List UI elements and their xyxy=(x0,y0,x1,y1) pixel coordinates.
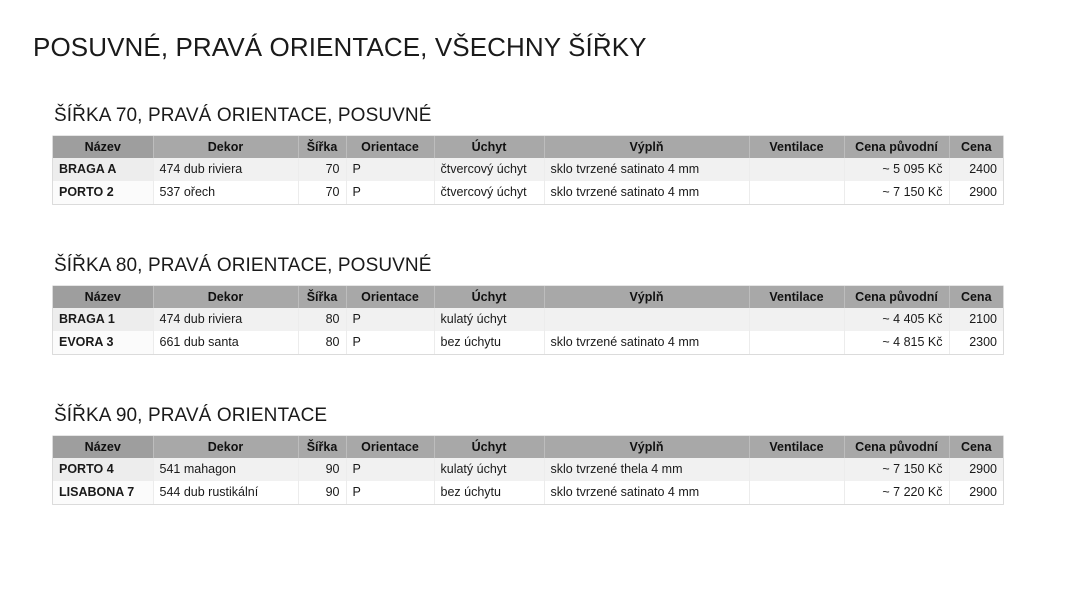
column-header-nazev[interactable]: Název xyxy=(53,286,153,308)
table-container xyxy=(52,436,1004,505)
cell-nazev: PORTO 4 xyxy=(53,458,153,481)
table-container xyxy=(52,136,1004,205)
column-header-uchyt[interactable]: Úchyt xyxy=(434,136,544,158)
table-row xyxy=(53,481,1003,504)
cell-sirka: 70 xyxy=(298,181,346,204)
cell-ventilace xyxy=(749,181,844,204)
table-row xyxy=(53,458,1003,481)
cell-cena: 2300 xyxy=(949,331,1003,354)
cell-vypln: sklo tvrzené satinato 4 mm xyxy=(544,181,749,204)
table-header-row xyxy=(53,286,1003,308)
cell-cena-puvodni: ~ 4 405 Kč xyxy=(844,308,949,331)
cell-ventilace xyxy=(749,458,844,481)
column-header-ventilace[interactable]: Ventilace xyxy=(749,436,844,458)
cell-ventilace xyxy=(749,158,844,181)
cell-nazev: PORTO 2 xyxy=(53,181,153,204)
cell-uchyt: čtvercový úchyt xyxy=(434,158,544,181)
cell-vypln: sklo tvrzené satinato 4 mm xyxy=(544,331,749,354)
cell-ventilace xyxy=(749,331,844,354)
column-header-dekor[interactable]: Dekor xyxy=(153,436,298,458)
cell-cena: 2400 xyxy=(949,158,1003,181)
cell-orientace: P xyxy=(346,158,434,181)
cell-cena: 2100 xyxy=(949,308,1003,331)
column-header-cena[interactable]: Cena xyxy=(949,136,1003,158)
cell-sirka: 80 xyxy=(298,331,346,354)
column-header-cena-puvodni[interactable]: Cena původní xyxy=(844,436,949,458)
cell-sirka: 90 xyxy=(298,481,346,504)
column-header-sirka[interactable]: Šířka xyxy=(298,286,346,308)
cell-uchyt: bez úchytu xyxy=(434,481,544,504)
cell-ventilace xyxy=(749,308,844,331)
cell-sirka: 90 xyxy=(298,458,346,481)
cell-sirka: 70 xyxy=(298,158,346,181)
table-row xyxy=(53,158,1003,181)
cell-orientace: P xyxy=(346,458,434,481)
column-header-nazev[interactable]: Název xyxy=(53,136,153,158)
cell-dekor: 541 mahagon xyxy=(153,458,298,481)
column-header-vypln[interactable]: Výplň xyxy=(544,136,749,158)
table-row xyxy=(53,331,1003,354)
cell-uchyt: kulatý úchyt xyxy=(434,458,544,481)
column-header-cena-puvodni[interactable]: Cena původní xyxy=(844,136,949,158)
cell-cena: 2900 xyxy=(949,181,1003,204)
column-header-dekor[interactable]: Dekor xyxy=(153,136,298,158)
section-heading: ŠÍŘKA 90, PRAVÁ ORIENTACE xyxy=(54,405,328,426)
column-header-nazev[interactable]: Název xyxy=(53,436,153,458)
cell-orientace: P xyxy=(346,481,434,504)
cell-vypln: sklo tvrzené satinato 4 mm xyxy=(544,158,749,181)
cell-ventilace xyxy=(749,481,844,504)
column-header-dekor[interactable]: Dekor xyxy=(153,286,298,308)
column-header-orientace[interactable]: Orientace xyxy=(346,436,434,458)
cell-cena-puvodni: ~ 4 815 Kč xyxy=(844,331,949,354)
column-header-orientace[interactable]: Orientace xyxy=(346,136,434,158)
cell-uchyt: čtvercový úchyt xyxy=(434,181,544,204)
cell-cena-puvodni: ~ 7 150 Kč xyxy=(844,458,949,481)
cell-cena: 2900 xyxy=(949,481,1003,504)
table-row xyxy=(53,308,1003,331)
cell-cena: 2900 xyxy=(949,458,1003,481)
cell-sirka: 80 xyxy=(298,308,346,331)
cell-vypln: sklo tvrzené thela 4 mm xyxy=(544,458,749,481)
cell-vypln xyxy=(544,308,749,331)
section-width-70 xyxy=(52,105,1002,205)
cell-dekor: 661 dub santa xyxy=(153,331,298,354)
cell-orientace: P xyxy=(346,308,434,331)
cell-uchyt: kulatý úchyt xyxy=(434,308,544,331)
column-header-uchyt[interactable]: Úchyt xyxy=(434,436,544,458)
products-table xyxy=(53,286,1003,354)
column-header-orientace[interactable]: Orientace xyxy=(346,286,434,308)
column-header-cena-puvodni[interactable]: Cena původní xyxy=(844,286,949,308)
table-row xyxy=(53,181,1003,204)
cell-nazev: BRAGA 1 xyxy=(53,308,153,331)
page-title: POSUVNÉ, PRAVÁ ORIENTACE, VŠECHNY ŠÍŘKY xyxy=(33,32,647,62)
cell-nazev: LISABONA 7 xyxy=(53,481,153,504)
column-header-cena[interactable]: Cena xyxy=(949,286,1003,308)
cell-nazev: EVORA 3 xyxy=(53,331,153,354)
table-header-row xyxy=(53,436,1003,458)
cell-orientace: P xyxy=(346,181,434,204)
cell-cena-puvodni: ~ 7 150 Kč xyxy=(844,181,949,204)
cell-dekor: 537 ořech xyxy=(153,181,298,204)
column-header-cena[interactable]: Cena xyxy=(949,436,1003,458)
section-heading: ŠÍŘKA 70, PRAVÁ ORIENTACE, POSUVNÉ xyxy=(54,105,432,126)
products-table xyxy=(53,436,1003,504)
cell-uchyt: bez úchytu xyxy=(434,331,544,354)
cell-dekor: 544 dub rustikální xyxy=(153,481,298,504)
table-header-row xyxy=(53,136,1003,158)
table-container xyxy=(52,286,1004,355)
cell-dekor: 474 dub riviera xyxy=(153,308,298,331)
cell-cena-puvodni: ~ 7 220 Kč xyxy=(844,481,949,504)
column-header-vypln[interactable]: Výplň xyxy=(544,436,749,458)
cell-nazev: BRAGA A xyxy=(53,158,153,181)
column-header-ventilace[interactable]: Ventilace xyxy=(749,136,844,158)
section-width-80 xyxy=(52,255,1002,355)
column-header-ventilace[interactable]: Ventilace xyxy=(749,286,844,308)
cell-orientace: P xyxy=(346,331,434,354)
column-header-uchyt[interactable]: Úchyt xyxy=(434,286,544,308)
cell-dekor: 474 dub riviera xyxy=(153,158,298,181)
column-header-sirka[interactable]: Šířka xyxy=(298,436,346,458)
cell-cena-puvodni: ~ 5 095 Kč xyxy=(844,158,949,181)
section-width-90 xyxy=(52,405,1002,505)
products-table xyxy=(53,136,1003,204)
section-heading: ŠÍŘKA 80, PRAVÁ ORIENTACE, POSUVNÉ xyxy=(54,255,432,276)
column-header-vypln[interactable]: Výplň xyxy=(544,286,749,308)
column-header-sirka[interactable]: Šířka xyxy=(298,136,346,158)
cell-vypln: sklo tvrzené satinato 4 mm xyxy=(544,481,749,504)
